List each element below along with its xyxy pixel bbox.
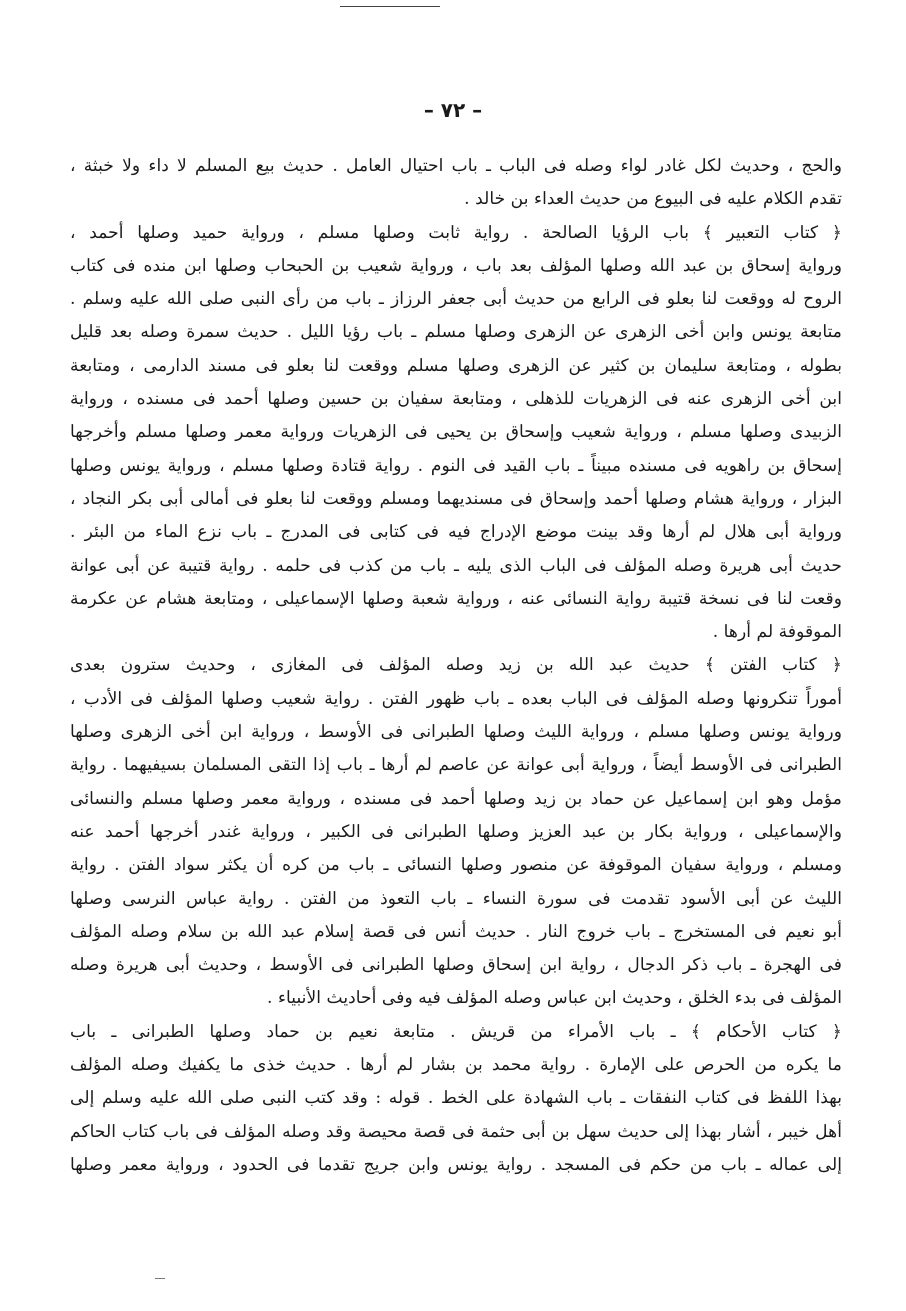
text-line: ما يكره من الحرص على الإمارة . رواية محمد بن بشار لم أرها . حديث خذى ما يكفيك وصله المؤلف bbox=[70, 1055, 842, 1076]
text-line: إسحاق بن راهويه فى مسنده مبيناً ـ باب القيد فى النوم . رواية قتادة وصلها مسلم ، ورواية يونس وصلها bbox=[70, 455, 842, 476]
text-line: ﴿ كتاب التعبير ﴾ باب الرؤيا الصالحة . رواية ثابت وصلها مسلم ، ورواية حميد وصلها أحمد ، bbox=[70, 222, 842, 243]
text-line: حديث أبى هريرة وصله المؤلف فى الباب الذى يليه ـ باب من كذب فى حلمه . رواية قتيبة عن أبى عوانة bbox=[70, 555, 842, 576]
text-line: متابعة يونس وابن أخى الزهرى عن الزهرى وصلها مسلم ـ باب رؤيا الليل . حديث سمرة وصله بعد قليل bbox=[70, 322, 842, 343]
text-line: مؤمل وهو ابن إسماعيل عن حماد بن زيد وصلها أحمد فى مسنده ، ورواية معمر وصلها مسلم والنسائى bbox=[70, 788, 842, 809]
text-line: فى الهجرة ـ باب ذكر الدجال ، رواية ابن إسحاق وصلها الطبرانى فى الأوسط ، وحديث أبى هريرة وصله bbox=[70, 955, 842, 976]
text-line: أبو نعيم فى المستخرج ـ باب خروج النار . حديث أنس فى قصة إسلام عبد الله بن سلام وصله المؤلف bbox=[70, 921, 842, 942]
text-line: أموراً تنكرونها وصله المؤلف فى الباب بعده ـ باب ظهور الفتن . رواية شعيب وصلها المؤلف فى الأدب ، bbox=[70, 688, 842, 709]
text-line: الطبرانى فى الأوسط أيضاً ، ورواية أبى عوانة عن عاصم لم أرها ـ باب إذا التقى المسلمان بسيفيهما . رواية bbox=[70, 755, 842, 776]
text-line: الموقوفة لم أرها . bbox=[712, 622, 842, 643]
page-number: – ٧٢ – bbox=[423, 98, 483, 122]
text-line: والإسماعيلى ، ورواية بكار بن عبد العزيز وصلها الطبرانى فى الكبير ، ورواية غندر أخرجها أحمد عنه bbox=[70, 821, 842, 842]
text-line: ﴿ كتاب الأحكام ﴾ ـ باب الأمراء من قريش . متابعة نعيم بن حماد وصلها الطبرانى ـ باب bbox=[70, 1021, 842, 1042]
top-rule bbox=[340, 6, 440, 7]
text-line: ورواية إسحاق بن عبد الله وصلها المؤلف بعد باب ، ورواية شعيب بن الحبحاب وصلها ابن منده فى كتاب bbox=[70, 255, 842, 276]
text-line: أهل خيبر ، أشار بهذا إلى حديث سهل بن أبى حثمة فى قصة محيصة وقد وصله المؤلف فى باب كتاب الحاكم bbox=[70, 1121, 842, 1142]
text-line: إلى عماله ـ باب من حكم فى المسجد . رواية يونس وابن جريج تقدما فى الحدود ، ورواية معمر وصلها bbox=[70, 1154, 842, 1175]
text-line: بهذا اللفظ فى كتاب النفقات ـ باب الشهادة على الخط . قوله : وقد كتب النبى صلى الله عليه وسلم إلى bbox=[70, 1088, 842, 1109]
text-line: الزبيدى وصلها مسلم ، ورواية شعيب وإسحاق بن يحيى فى الزهريات ورواية معمر وصلها مسلم وأخرجها bbox=[70, 422, 842, 443]
text-line: ومسلم ، ورواية سفيان الموقوفة عن منصور وصلها النسائى ـ باب من كره أن يكثر سواد الفتن . رواية bbox=[70, 855, 842, 876]
text-line: البزار ، ورواية هشام وصلها أحمد وإسحاق فى مسنديهما ومسلم ووقعت لنا بعلو فى أمالى أبى بكر النجاد ، bbox=[70, 488, 842, 509]
text-line: والحج ، وحديث لكل غادر لواء وصله فى الباب ـ باب احتيال العامل . حديث بيع المسلم لا داء ولا خبثة ، bbox=[70, 156, 842, 176]
bottom-mark bbox=[155, 1278, 165, 1279]
text-block bbox=[70, 150, 842, 1182]
text-line: تقدم الكلام عليه فى البيوع من حديث العداء بن خالد . bbox=[464, 189, 842, 210]
text-line: الليث عن أبى الأسود تقدمت فى سورة النساء ـ باب التعوذ من الفتن . رواية عباس النرسى وصلها bbox=[70, 888, 842, 909]
text-line: ابن أخى الزهرى عنه فى الزهريات للذهلى ، ومتابعة سفيان بن حسين وصلها أحمد فى مسنده ، ورواية bbox=[70, 389, 842, 410]
text-line: ورواية أبى هلال لم أرها وقد بينت موضع الإدراج فيه فى كتابى فى المدرج ـ باب نزع الماء من البئر . bbox=[70, 522, 842, 543]
text-line: بطوله ، ومتابعة سليمان بن كثير عن الزهرى وصلها مسلم ووقعت لنا بعلو فى مسند الدارمى ، ومتابعة bbox=[70, 355, 842, 376]
text-line: ورواية يونس وصلها مسلم ، ورواية الليث وصلها الطبرانى فى الأوسط ، ورواية ابن أخى الزهرى وصلها bbox=[70, 722, 842, 743]
text-line: ﴿ كتاب الفتن ﴾ حديث عبد الله بن زيد وصله المؤلف فى المغازى ، وحديث سترون بعدى bbox=[70, 655, 842, 676]
text-line: المؤلف فى بدء الخلق ، وحديث ابن عباس وصله المؤلف فيه وفى أحاديث الأنبياء . bbox=[267, 988, 842, 1009]
text-line: وقعت لنا فى نسخة قتيبة رواية النسائى عنه ، ورواية شعبة وصلها الإسماعيلى ، ومتابعة هشام عن عكرمة bbox=[70, 588, 842, 609]
text-line: الروح له ووقعت لنا بعلو فى الرابع من حديث أبى جعفر الرزاز ـ باب من رأى النبى صلى الله عليه وسلم . bbox=[70, 289, 842, 310]
